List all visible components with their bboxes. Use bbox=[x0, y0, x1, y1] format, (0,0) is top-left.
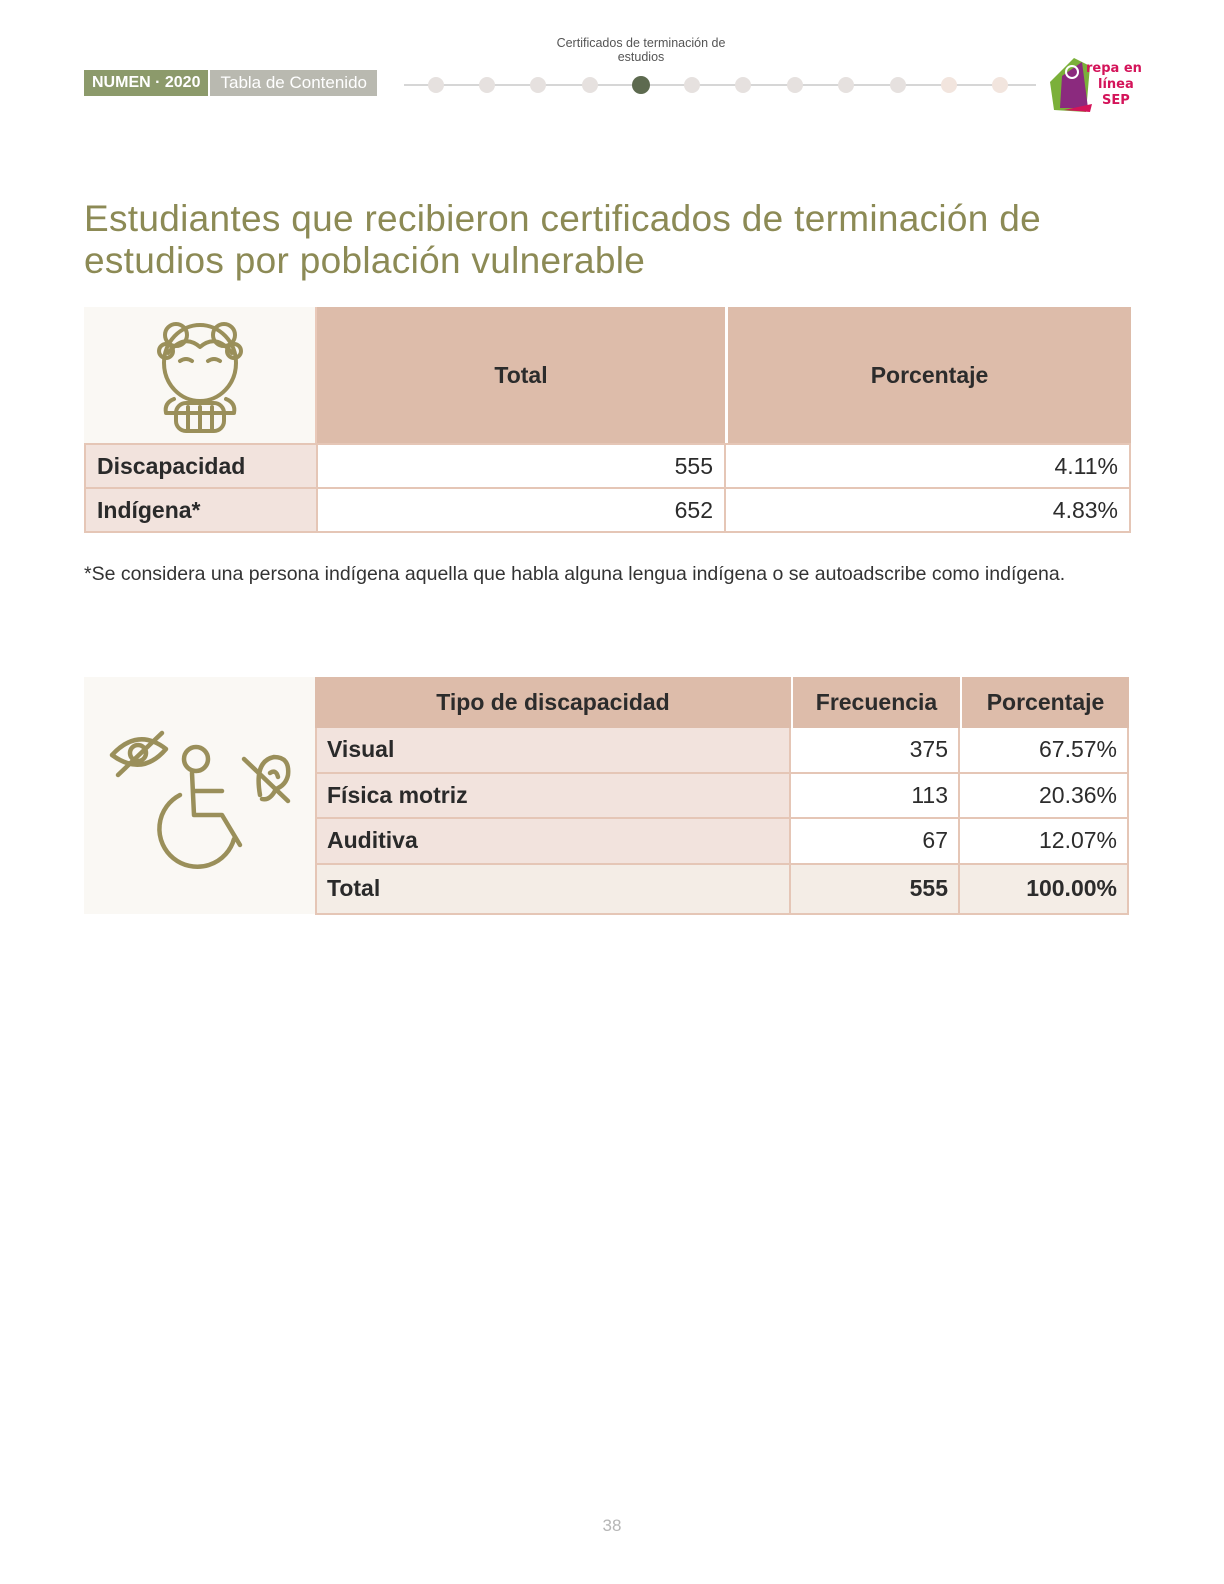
column-header-percentage: Porcentaje bbox=[726, 307, 1131, 443]
table-row bbox=[315, 728, 1129, 774]
progress-dot[interactable] bbox=[479, 77, 495, 93]
table-row bbox=[315, 819, 1129, 865]
cell-frequency: 375 bbox=[791, 728, 960, 774]
cell-frequency: 67 bbox=[791, 819, 960, 865]
toc-link[interactable]: Tabla de Contenido bbox=[208, 70, 377, 96]
page-title: Estudiantes que recibieron certificados de terminación de estudios por población vulnerable bbox=[84, 198, 1042, 281]
cell-percentage: 4.11% bbox=[726, 443, 1131, 489]
svg-text:repa en: repa en bbox=[1086, 61, 1142, 76]
disability-type-table bbox=[315, 677, 1129, 915]
progress-dot[interactable] bbox=[735, 77, 751, 93]
table-row bbox=[84, 487, 1131, 533]
svg-text:SEP: SEP bbox=[1102, 93, 1130, 108]
row-label: Visual bbox=[315, 728, 791, 774]
cell-percentage: 67.57% bbox=[960, 728, 1129, 774]
cell-percentage: 12.07% bbox=[960, 819, 1129, 865]
brand-badge bbox=[84, 70, 377, 96]
column-header-frequency: Frecuencia bbox=[791, 677, 960, 728]
row-label: Auditiva bbox=[315, 819, 791, 865]
progress-dot[interactable] bbox=[941, 77, 957, 93]
prepa-en-linea-logo bbox=[1048, 52, 1142, 114]
total-frequency: 555 bbox=[791, 865, 960, 915]
table-total-row bbox=[315, 865, 1129, 915]
progress-dot[interactable] bbox=[838, 77, 854, 93]
row-label: Discapacidad bbox=[84, 443, 316, 489]
brand-label: NUMEN · 2020 bbox=[84, 70, 208, 96]
cell-percentage: 20.36% bbox=[960, 774, 1129, 820]
table-icon-cell bbox=[84, 677, 315, 914]
total-percentage: 100.00% bbox=[960, 865, 1129, 915]
progress-dot[interactable] bbox=[428, 77, 444, 93]
cell-total: 652 bbox=[316, 487, 726, 533]
indigenous-doll-icon bbox=[84, 307, 315, 443]
progress-dot[interactable] bbox=[890, 77, 906, 93]
disability-icon bbox=[84, 677, 315, 914]
footnote: *Se considera una persona indígena aquella que habla alguna lengua indígena o se autoadscribe como indígena. bbox=[84, 563, 1066, 585]
progress-dot[interactable] bbox=[684, 77, 700, 93]
column-header-total: Total bbox=[315, 307, 725, 443]
page-number: 38 bbox=[602, 1516, 622, 1535]
progress-dot[interactable] bbox=[992, 77, 1008, 93]
table-icon-cell bbox=[84, 307, 315, 443]
section-caption: Certificados de terminación de estudios bbox=[556, 36, 726, 64]
progress-dot[interactable] bbox=[582, 77, 598, 93]
row-label: Indígena* bbox=[84, 487, 316, 533]
progress-dot[interactable] bbox=[530, 77, 546, 93]
cell-percentage: 4.83% bbox=[726, 487, 1131, 533]
column-header-percentage: Porcentaje bbox=[960, 677, 1129, 728]
row-label: Física motriz bbox=[315, 774, 791, 820]
column-header-type: Tipo de discapacidad bbox=[436, 689, 670, 715]
svg-text:línea: línea bbox=[1098, 77, 1134, 92]
progress-dot[interactable] bbox=[787, 77, 803, 93]
progress-dot-current[interactable] bbox=[632, 76, 650, 94]
cell-total: 555 bbox=[316, 443, 726, 489]
table-row bbox=[315, 774, 1129, 820]
table-row bbox=[84, 443, 1131, 489]
total-label: Total bbox=[315, 865, 791, 915]
table-header-row bbox=[315, 677, 1129, 728]
cell-frequency: 113 bbox=[791, 774, 960, 820]
